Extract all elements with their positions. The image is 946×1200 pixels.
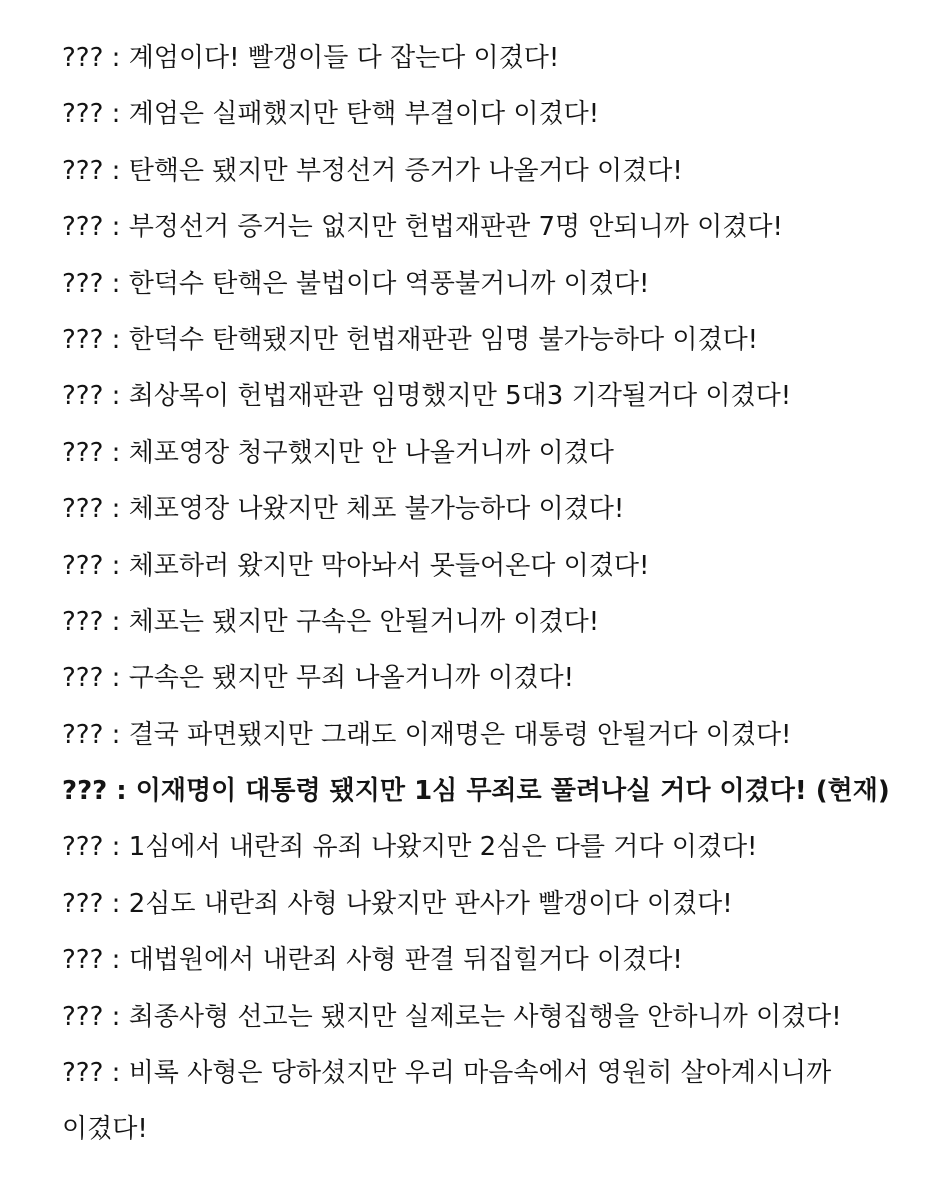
text-line-16: ??? : 2심도 내란죄 사형 나왔지만 판사가 빨갱이다 이겼다! xyxy=(62,888,733,919)
text-line-20: 이겼다! xyxy=(62,1114,148,1145)
text-line-2: ??? : 계엄은 실패했지만 탄핵 부결이다 이겼다! xyxy=(62,99,600,130)
text-line-15: ??? : 1심에서 내란죄 유죄 나왔지만 2심은 다를 거다 이겼다! xyxy=(62,832,758,863)
text-line-18: ??? : 최종사형 선고는 됐지만 실제로는 사형집행을 안하니까 이겼다! xyxy=(62,1001,842,1032)
text-line-14-highlighted: ??? : 이재명이 대통령 됐지만 1심 무죄로 풀려나실 거다 이겼다! (현재) xyxy=(62,776,890,807)
text-line-7: ??? : 최상목이 헌법재판관 임명했지만 5대3 기각될거다 이겼다! xyxy=(62,381,792,412)
text-line-1: ??? : 계엄이다! 빨갱이들 다 잡는다 이겼다! xyxy=(62,43,560,73)
text-line-6: ??? : 한덕수 탄핵됐지만 헌법재판관 임명 불가능하다 이겼다! xyxy=(62,324,759,355)
text-line-19: ??? : 비록 사형은 당하셨지만 우리 마음속에서 영원히 살아계시니까 xyxy=(62,1058,832,1089)
text-line-9: ??? : 체포영장 나왔지만 체포 불가능하다 이겼다! xyxy=(62,494,625,525)
document-body xyxy=(62,30,922,1158)
text-line-11: ??? : 체포는 됐지만 구속은 안될거니까 이겼다! xyxy=(62,606,600,637)
text-line-17: ??? : 대법원에서 내란죄 사형 판결 뒤집힐거다 이겼다! xyxy=(62,945,683,976)
text-line-8: ??? : 체포영장 청구했지만 안 나올거니까 이겼다 xyxy=(62,437,614,468)
text-line-4: ??? : 부정선거 증거는 없지만 헌법재판관 7명 안되니까 이겼다! xyxy=(62,212,783,243)
text-line-3: ??? : 탄핵은 됐지만 부정선거 증거가 나올거다 이겼다! xyxy=(62,155,683,186)
text-line-5: ??? : 한덕수 탄핵은 불법이다 역풍불거니까 이겼다! xyxy=(62,268,650,299)
text-line-12: ??? : 구속은 됐지만 무죄 나올거니까 이겼다! xyxy=(62,663,575,694)
text-line-13: ??? : 결국 파면됐지만 그래도 이재명은 대통령 안될거다 이겼다! xyxy=(62,719,792,750)
text-line-10: ??? : 체포하러 왔지만 막아놔서 못들어온다 이겼다! xyxy=(62,550,650,581)
